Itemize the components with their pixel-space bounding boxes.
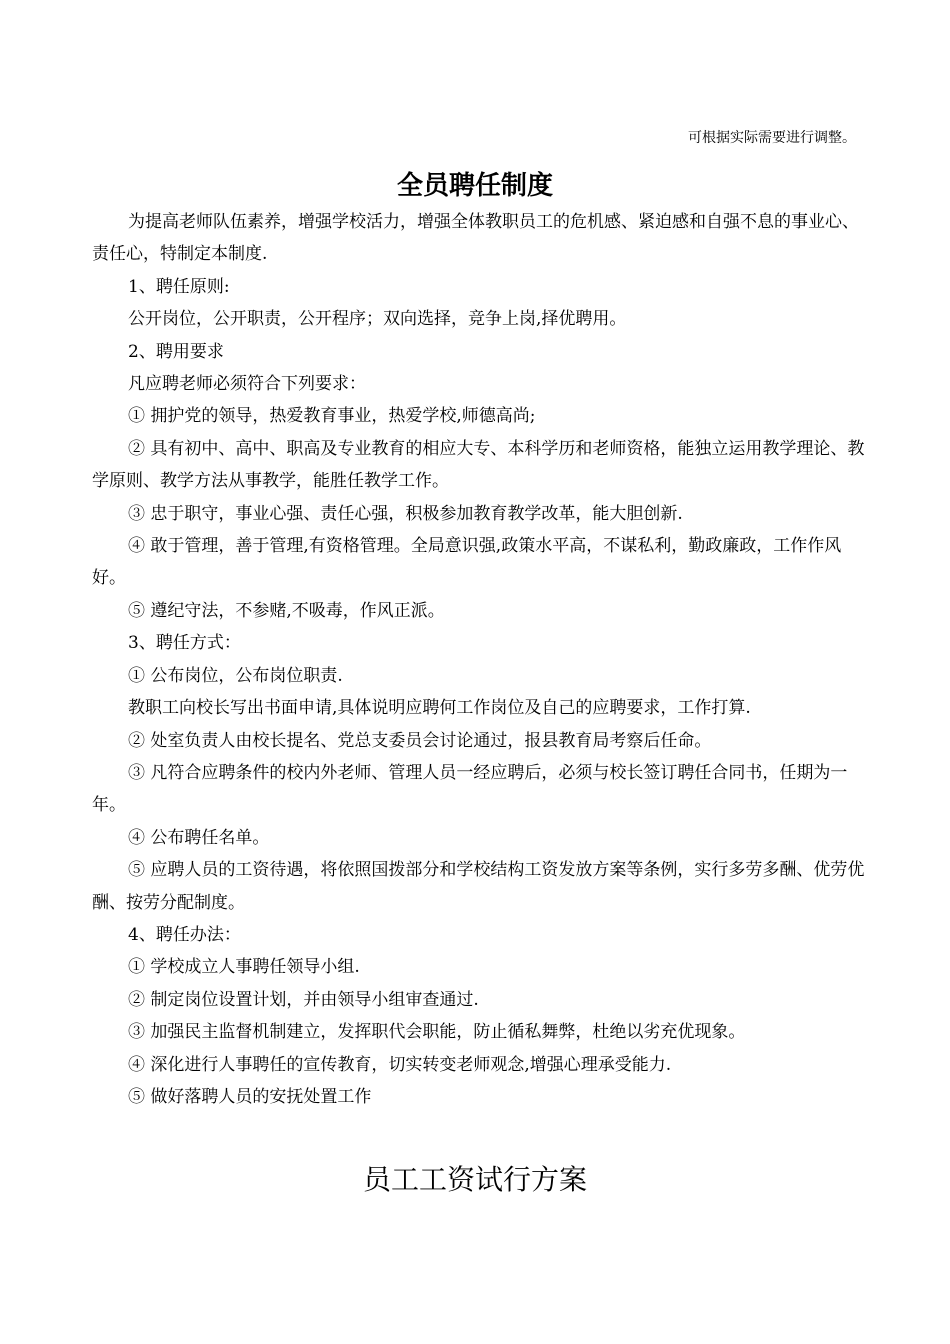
list-item: ② 处室负责人由校长提名、党总支委员会讨论通过，报县教育局考察后任命。 <box>128 730 712 751</box>
section-heading: 1、聘任原则: <box>128 276 230 297</box>
list-item: ① 拥护党的领导，热爱教育事业，热爱学校,师德高尚; <box>128 406 536 427</box>
body-text <box>92 206 866 1113</box>
top-note: 可根据实际需要进行调整。 <box>688 130 856 146</box>
list-item: ② 具有初中、高中、职高及专业教育的相应大专、本科学历和老师资格，能独立运用教学理论、教学原则、教学方法从事教学，能胜任教学工作。 <box>92 438 865 492</box>
list-item: ④ 敢于管理，善于管理,有资格管理。全局意识强,政策水平高，不谋私利，勤政廉政，工作作风好。 <box>92 536 842 589</box>
list-item: ⑤ 应聘人员的工资待遇，将依照国拨部分和学校结构工资发放方案等条例，实行多劳多酬、优劳优酬、按劳分配制度。 <box>92 860 865 913</box>
list-item: ① 学校成立人事聘任领导小组. <box>128 957 360 978</box>
paragraph: 教职工向校长写出书面申请,具体说明应聘何工作岗位及自己的应聘要求，工作打算. <box>128 698 751 719</box>
next-section-title: 员工工资试行方案 <box>362 1163 587 1196</box>
list-item: ① 公布岗位，公布岗位职责. <box>128 665 343 686</box>
paragraph: 公开岗位，公开职责，公开程序；双向选择，竞争上岗,择优聘用。 <box>128 309 627 330</box>
list-item: ⑤ 做好落聘人员的安抚处置工作 <box>128 1086 372 1107</box>
list-item: ⑤ 遵纪守法，不参赌,不吸毒，作风正派。 <box>128 600 445 621</box>
list-item: ② 制定岗位设置计划，并由领导小组审查通过. <box>128 989 479 1010</box>
list-item: ④ 公布聘任名单。 <box>128 827 270 848</box>
section-heading: 2、聘用要求 <box>128 341 224 362</box>
paragraph: 为提高老师队伍素养，增强学校活力，增强全体教职员工的危机感、紧迫感和自强不息的事业心、责任心，特制定本制度. <box>92 212 859 265</box>
section-heading: 3、聘任方式： <box>128 633 241 654</box>
list-item: ③ 加强民主监督机制建立，发挥职代会职能，防止循私舞弊，杜绝以劣充优现象。 <box>128 1022 746 1043</box>
list-item: ③ 忠于职守，事业心强、责任心强，积极参加教育教学改革，能大胆创新. <box>128 503 683 524</box>
paragraph: 凡应聘老师必须符合下列要求： <box>128 374 366 395</box>
section-heading: 4、聘任办法： <box>128 924 241 945</box>
page-title: 全员聘任制度 <box>396 171 553 201</box>
list-item: ③ 凡符合应聘条件的校内外老师、管理人员一经应聘后，必须与校长签订聘任合同书，任期为一年。 <box>92 762 848 816</box>
list-item: ④ 深化进行人事聘任的宣传教育，切实转变老师观念,增强心理承受能力. <box>128 1054 672 1075</box>
